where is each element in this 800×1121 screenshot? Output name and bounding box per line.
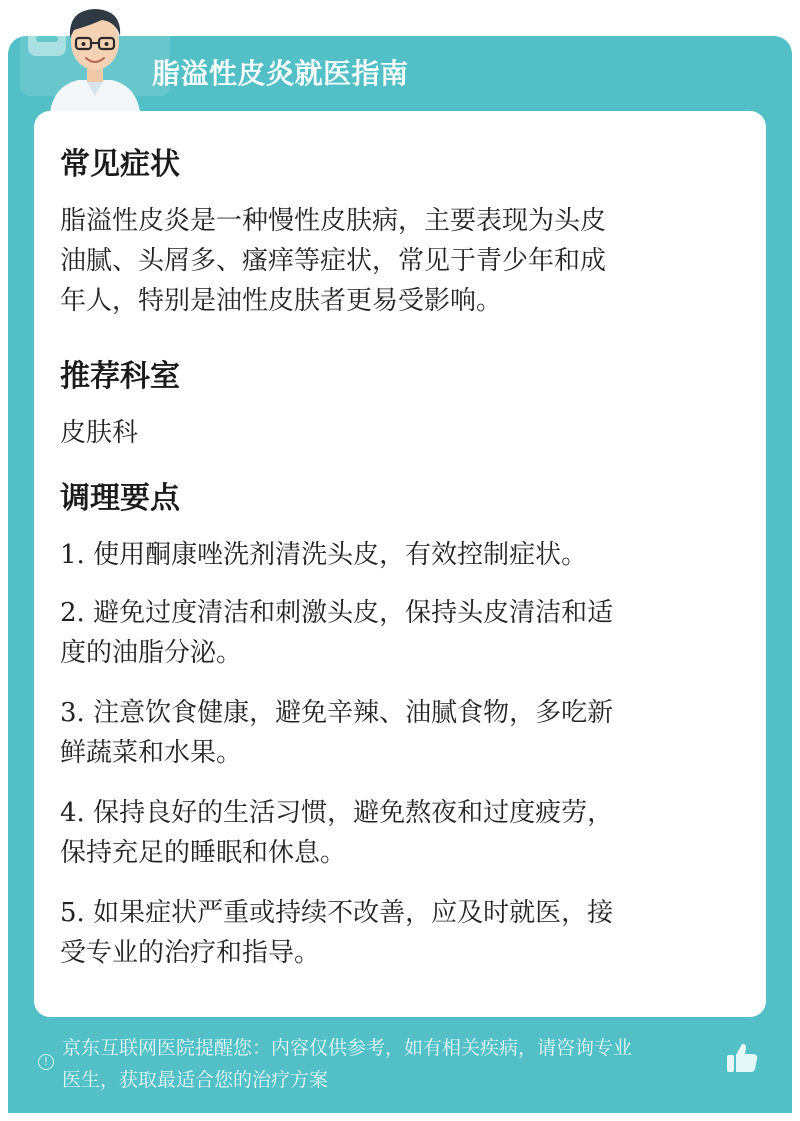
doctor-avatar	[40, 0, 150, 112]
content-card	[34, 111, 766, 1017]
department-value: 皮肤科	[60, 418, 139, 448]
footer-disclaimer: 京东互联网医院提醒您：内容仅供参考，如有相关疾病，请咨询专业 医生，获取最适合您的治疗方案	[62, 1037, 633, 1091]
care-item-2: 2. 避免过度清洁和刺激头皮，保持头皮清洁和适 度的油脂分泌。	[60, 598, 614, 668]
care-title: 调理要点	[60, 481, 180, 516]
info-icon: !	[38, 1054, 54, 1070]
thumbs-up-icon[interactable]	[724, 1040, 760, 1076]
care-item-3: 3. 注意饮食健康，避免辛辣、油腻食物，多吃新 鲜蔬菜和水果。	[60, 698, 614, 768]
page-title: 脂溢性皮炎就医指南	[152, 57, 409, 90]
symptoms-title: 常见症状	[60, 147, 180, 182]
care-item-1: 1. 使用酮康唑洗剂清洗头皮，有效控制症状。	[60, 540, 588, 570]
care-item-5: 5. 如果症状严重或持续不改善，应及时就医，接 受专业的治疗和指导。	[60, 898, 614, 968]
department-title: 推荐科室	[60, 359, 180, 394]
care-item-4: 4. 保持良好的生活习惯，避免熬夜和过度疲劳， 保持充足的睡眠和休息。	[60, 798, 614, 868]
symptoms-text: 脂溢性皮炎是一种慢性皮肤病，主要表现为头皮 油腻、头屑多、瘙痒等症状，常见于青少年和成 年人，特别是油性皮肤者更易受影响。	[60, 206, 607, 316]
